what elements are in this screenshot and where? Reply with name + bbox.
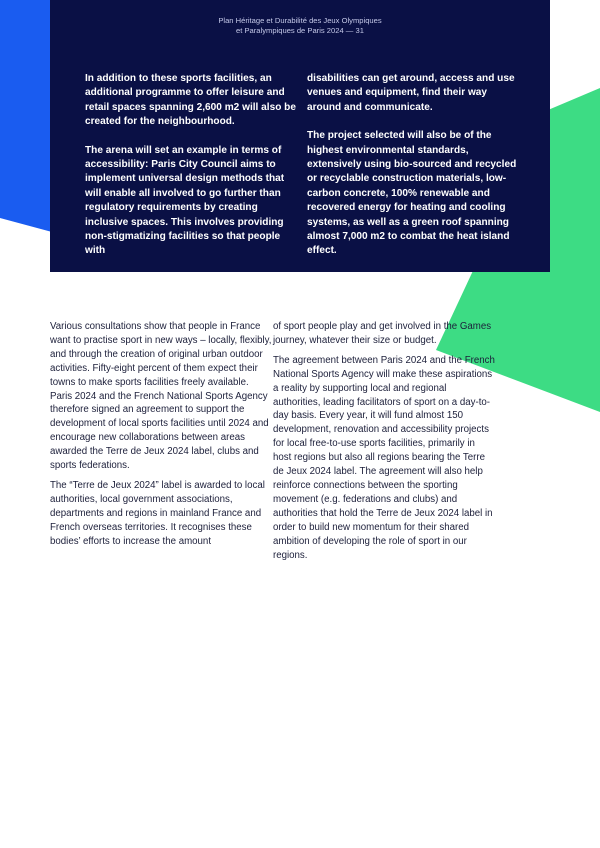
body-paragraph: The agreement between Paris 2024 and the French National Sports Agency will make these aspirations a reality by supporting local and regional authorities, leading facilitators of sport on a day-to-day basis. Every year, it will fund almost 150 development, renovation and accessibility projects for local free-to-use sports facilities, primarily in host regions but also all regions bearing the Terre de Jeux 2024 label. The agreement will also help reinforce connections between the sporting movement (e.g. federations and clubs) and authorities that hold the Terre de Jeux 2024 label in order to build new momentum for their shared ambition of developing the role of sport in our regions. [273,354,495,561]
body-column-right [273,320,495,562]
highlight-column-right [307,72,522,259]
header-title-line2: et Paralympiques de Paris 2024 — 31 [236,26,364,35]
highlight-paragraph: In addition to these sports facilities, an additional programme to offer leisure and retail spaces spanning 2,600 m2 will also be created for the neighbourhood. [85,73,296,128]
highlight-paragraph: The project selected will also be of the highest environmental standards, extensively using bio-sourced and recycled or recyclable construction materials, low-carbon concrete, 100% renewable and recovered energy for heating and cooling systems, as well as a green roof spanning almost 7,000 m2 to combat the heat island effect. [307,130,517,257]
page-header [50,16,550,36]
header-title-line1: Plan Héritage et Durabilité des Jeux Olympiques [218,16,382,25]
highlight-paragraph: disabilities can get around, access and use venues and equipment, find their way around and communicate. [307,73,515,113]
body-paragraph: of sport people play and get involved in the Games journey, whatever their size or budget. [273,321,492,346]
body-paragraph: Various consultations show that people in France want to practise sport in new ways – locally, flexibly, and through the creation of original urban outdoor activities. Fifty-eight percent of them expect their towns to make sports facilities freely available. Paris 2024 and the French National Sports Agency therefore signed an agreement to support the development of local sports facilities until 2024 and encourage new collaborations between areas awarded the Terre de Jeux 2024 label, clubs and sports federations. [50,321,272,472]
body-paragraph: The “Terre de Jeux 2024” label is awarded to local authorities, local government associations, departments and regions in mainland France and French overseas territories. It recognises these bodies’ efforts to increase the amount [50,479,265,547]
highlight-paragraph: The arena will set an example in terms of accessibility: Paris City Council aims to implement universal design methods that will enable all involved to go further than regulatory requirements by creating inclusive spaces. This involves providing non-stigmatizing facilities so that people with [85,144,285,257]
blue-triangle-shape [0,0,52,232]
body-column-left [50,320,272,549]
highlight-column-left [85,72,297,259]
